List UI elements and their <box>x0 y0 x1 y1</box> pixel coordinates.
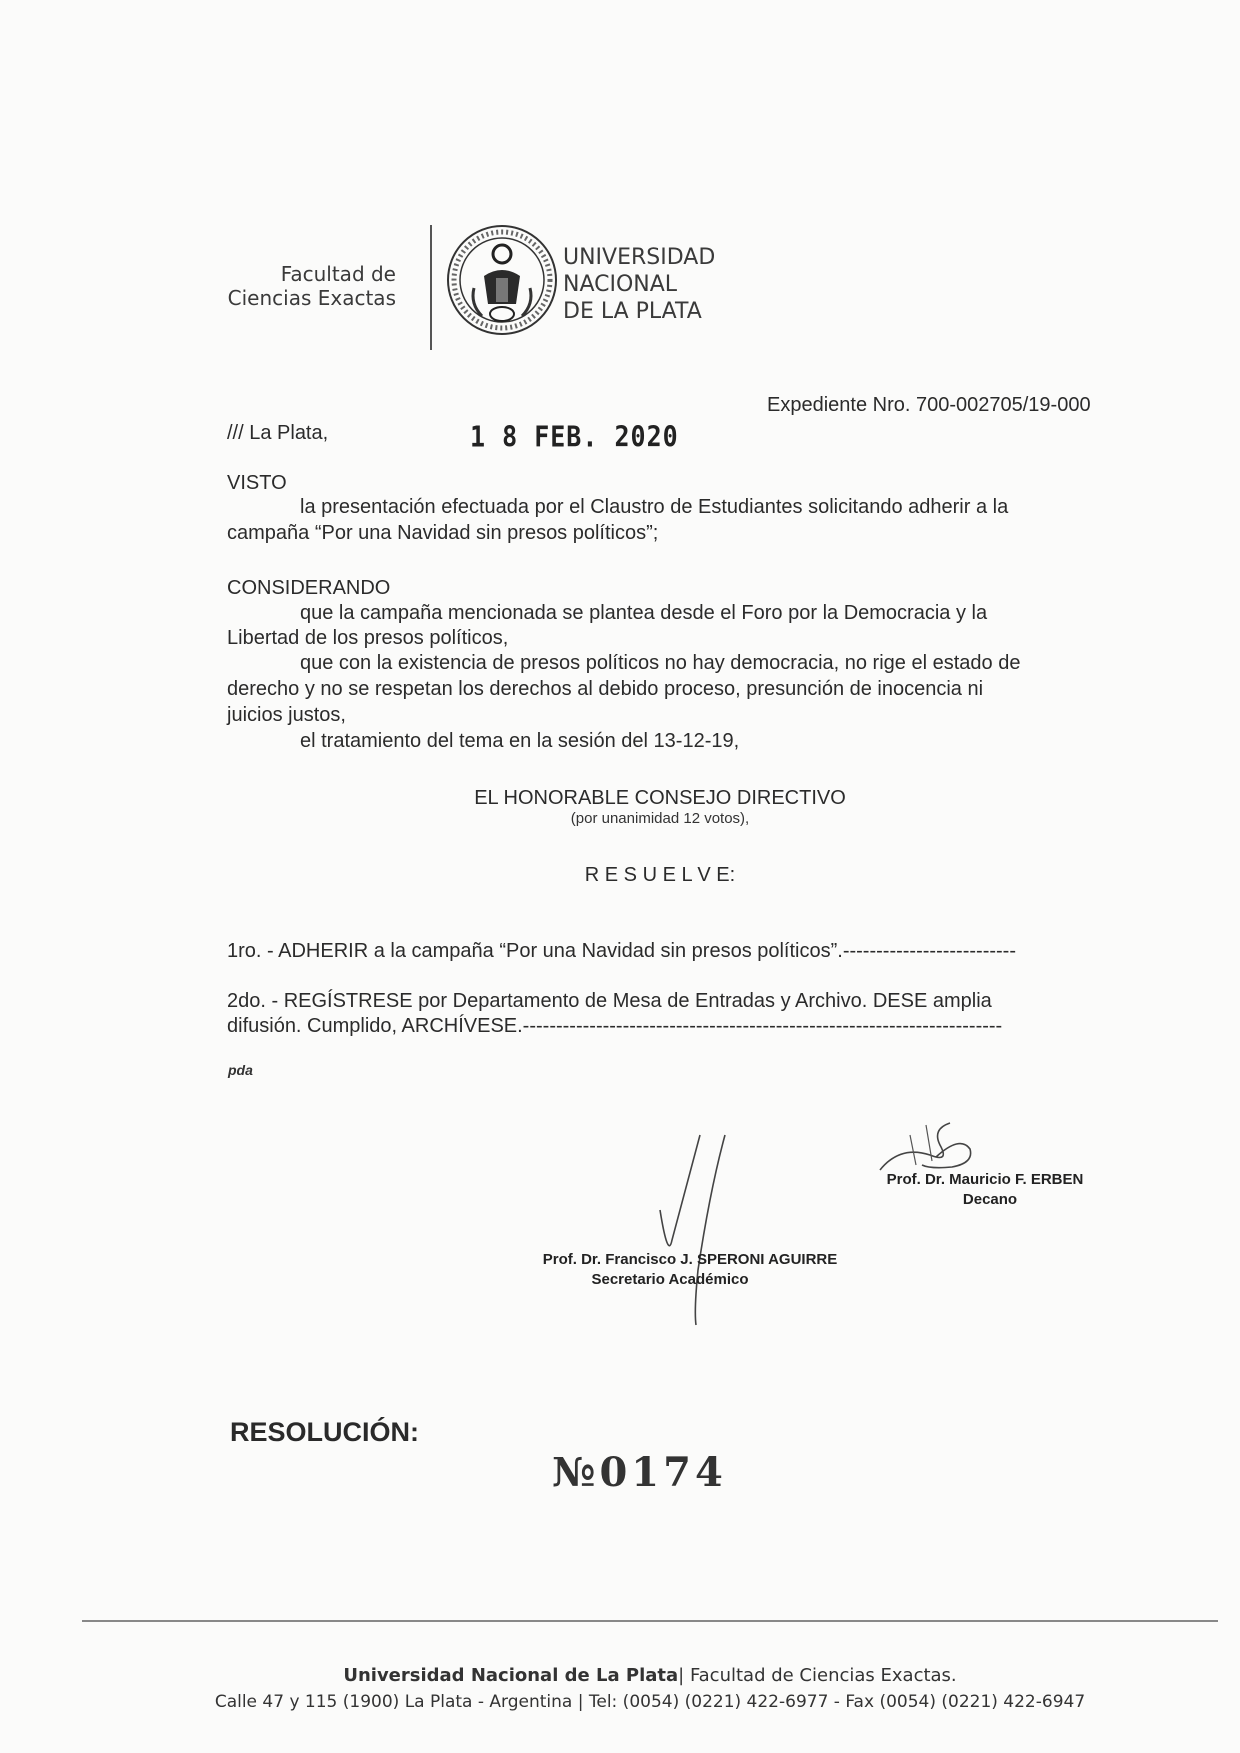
footer-university: Universidad Nacional de La Plata <box>343 1665 679 1686</box>
secretary-name: Prof. Dr. Francisco J. SPERONI AGUIRRE <box>542 1251 838 1268</box>
university-name-line2: NACIONAL <box>563 272 678 297</box>
council-votes: (por unanimidad 12 votos), <box>570 810 750 827</box>
resolution-label: RESOLUCIÓN: <box>230 1417 419 1447</box>
secretary-title: Secretario Académico <box>591 1271 749 1288</box>
considerando-p3-line1: el tratamiento del tema en la sesión del 13-12-19, <box>300 730 740 752</box>
visto-line2: campaña “Por una Navidad sin presos políticos”; <box>227 522 659 544</box>
footer-faculty: | Facultad de Ciencias Exactas. <box>678 1665 957 1686</box>
considerando-p2-line2: derecho y no se respetan los derechos al debido proceso, presunción de inocencia ni <box>227 678 984 700</box>
faculty-name-line2: Ciencias Exactas <box>227 286 396 310</box>
date-stamp: 1 8 FEB. 2020 <box>470 419 679 454</box>
council-title: EL HONORABLE CONSEJO DIRECTIVO <box>474 787 846 809</box>
faculty-name-line1: Facultad de <box>280 262 396 286</box>
initials: pda <box>228 1062 253 1078</box>
university-name-line3: DE LA PLATA <box>563 299 702 324</box>
footer-line1 <box>82 1665 1218 1686</box>
article-2-line1: 2do. - REGÍSTRESE por Departamento de Mesa de Entradas y Archivo. DESE amplia <box>227 990 992 1012</box>
letterhead-divider <box>430 225 432 350</box>
considerando-p1-line2: Libertad de los presos políticos, <box>227 627 509 649</box>
considerando-p1-line1: que la campaña mencionada se plantea desde el Foro por la Democracia y la <box>300 602 988 624</box>
footer-line2: Calle 47 y 115 (1900) La Plata - Argentina | Tel: (0054) (0221) 422-6977 - Fax (0054) (0221) 422-6947 <box>214 1692 1086 1712</box>
university-seal-icon <box>446 224 558 336</box>
visto-line1: la presentación efectuada por el Claustro de Estudiantes solicitando adherir a la <box>300 496 1009 518</box>
considerando-p2-line3: juicios justos, <box>227 704 346 726</box>
secretary-signature-icon <box>650 1130 740 1330</box>
considerando-heading: CONSIDERANDO <box>227 577 391 599</box>
expediente-number: Expediente Nro. 700-002705/19-000 <box>767 394 1091 416</box>
faculty-name <box>180 262 396 310</box>
footer-divider <box>82 1620 1218 1622</box>
university-name-line1: UNIVERSIDAD <box>563 245 716 270</box>
considerando-p2-line1: que con la existencia de presos políticos no hay democracia, no rige el estado de <box>300 652 1021 674</box>
place: /// La Plata, <box>227 422 329 444</box>
resuelve-heading: R E S U E L V E: <box>584 864 736 886</box>
dean-name: Prof. Dr. Mauricio F. ERBEN <box>886 1171 1084 1188</box>
university-name <box>563 244 715 325</box>
visto-heading: VISTO <box>227 472 287 494</box>
dean-title: Decano <box>962 1191 1018 1208</box>
resolution-number: №0174 <box>552 1449 727 1496</box>
article-2-line2: difusión. Cumplido, ARCHÍVESE.------------------------------------------------------------------------ <box>227 1015 1003 1037</box>
article-1: 1ro. - ADHERIR a la campaña “Por una Navidad sin presos políticos”.-------------------------- <box>227 940 1016 962</box>
